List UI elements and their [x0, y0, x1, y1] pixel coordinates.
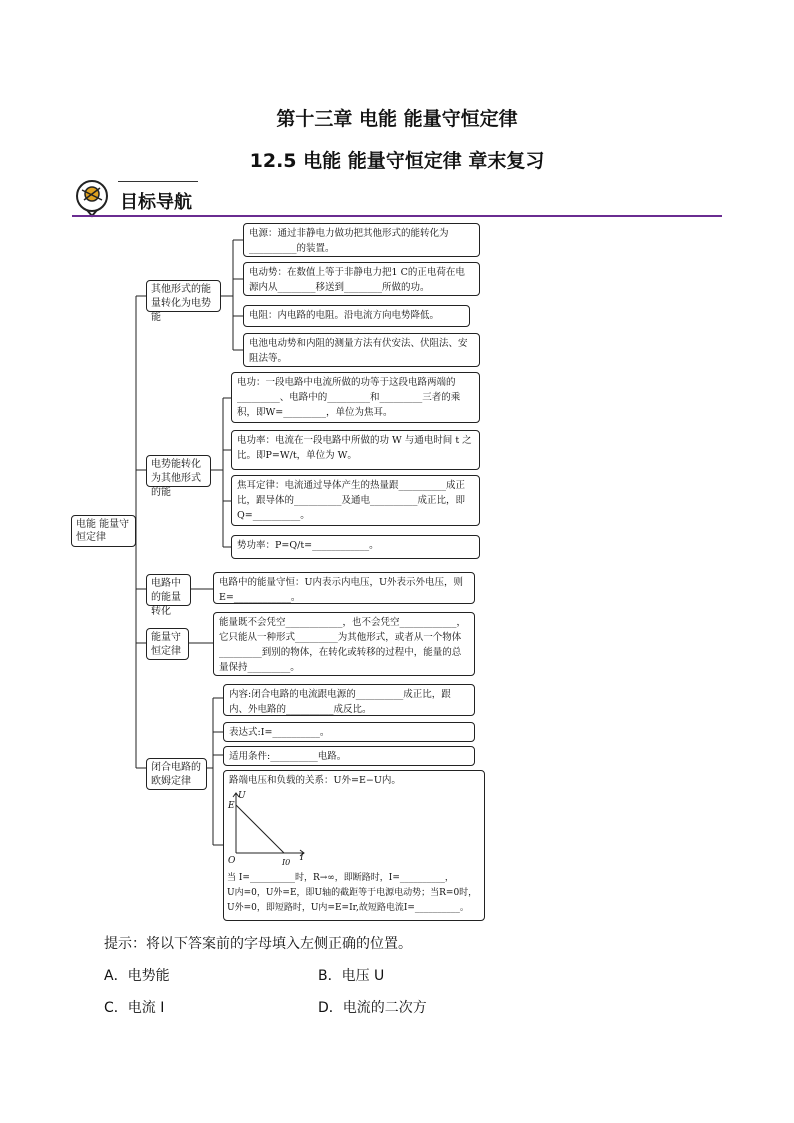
chapter-title: 第十三章 电能 能量守恒定律 — [276, 108, 518, 130]
option-a: A．电势能 — [104, 968, 170, 984]
branch-node-3: 电路中的能量转化 — [146, 574, 191, 606]
item-energy-conservation-circuit: 电路中的能量守恒：U内表示内电压，U外表示外电压，则 E=____________。 — [213, 572, 475, 604]
item-electric-power: 电功率：电流在一段电路中所做的功 W 与通电时间 t 之比。即P=W/t，单位为 W。 — [231, 430, 480, 470]
item-emf: 电动势：在数值上等于非静电力把1 C的正电荷在电源内从________移送到________所做的功。 — [243, 262, 480, 296]
nav-title: 目标导航 — [120, 192, 192, 213]
item-energy-conservation-law: 能量既不会凭空____________，也不会凭空____________，它只能从一种形式_________为其他形式，或者从一个物体_________到别的物体，在转化或转移的过程中，能量的总量保持_________。 — [213, 612, 475, 676]
item-ohm-content: 内容:闭合电路的电流跟电源的__________成正比，跟内、外电路的__________成反比。 — [223, 684, 475, 716]
option-c: C．电流 I — [104, 1000, 165, 1016]
item-joule-law: 焦耳定律：电流通过导体产生的热量跟__________成正比，跟导体的__________及通电__________成正比，即Q=__________。 — [231, 475, 480, 526]
graph-line-3: U外=0，即短路时，U内=E=Ir,故短路电流I=__________。 — [227, 903, 469, 913]
terminal-voltage-heading: 路端电压和负载的关系：U外=E−U内。 — [229, 775, 401, 786]
graph-line-1: 当 I=__________时，R→∞，即断路时，I=__________， — [227, 873, 454, 883]
option-b: B．电压 U — [318, 968, 385, 984]
mindmap-root: 电能 能量守恒定律 — [71, 515, 136, 547]
graph-origin-label: O — [228, 856, 236, 866]
branch-node-1: 其他形式的能量转化为电势能 — [146, 280, 221, 312]
graph-i0-label: I0 — [282, 858, 291, 867]
branch-node-5: 闭合电路的欧姆定律 — [146, 758, 207, 790]
u-i-graph — [224, 771, 484, 871]
branch-node-2: 电势能转化为其他形式的能 — [146, 455, 211, 487]
branch-node-4: 能量守恒定律 — [146, 628, 189, 660]
graph-x-label: I — [300, 853, 304, 863]
item-heat-power: 势功率：P=Q/t=____________。 — [231, 535, 480, 559]
graph-e-label: E — [228, 801, 235, 811]
section-title: 12.5 电能 能量守恒定律 章末复习 — [249, 150, 545, 172]
item-ohm-expression: 表达式:I=__________。 — [223, 722, 475, 742]
item-resistance: 电阻：内电路的电阻。沿电流方向电势降低。 — [243, 305, 470, 327]
graph-line-2: U内=0，U外=E，即U轴的截距等于电源电动势；当R=0时， — [227, 888, 478, 898]
item-terminal-voltage — [223, 770, 485, 921]
item-electric-work: 电功：一段电路中电流所做的功等于这段电路两端的_________、电路中的_________和_________三者的乘积，即W=_________，单位为焦耳。 — [231, 372, 480, 423]
graph-y-label: U — [238, 791, 246, 801]
item-ohm-condition: 适用条件:__________电路。 — [223, 746, 475, 766]
item-power-source: 电源：通过非静电力做功把其他形式的能转化为__________的装置。 — [243, 223, 480, 257]
hint-text: 提示：将以下答案前的字母填入左侧正确的位置。 — [104, 936, 412, 952]
item-measure-methods: 电池电动势和内阻的测量方法有伏安法、伏阻法、安阻法等。 — [243, 333, 480, 367]
option-d: D．电流的二次方 — [318, 1000, 427, 1016]
